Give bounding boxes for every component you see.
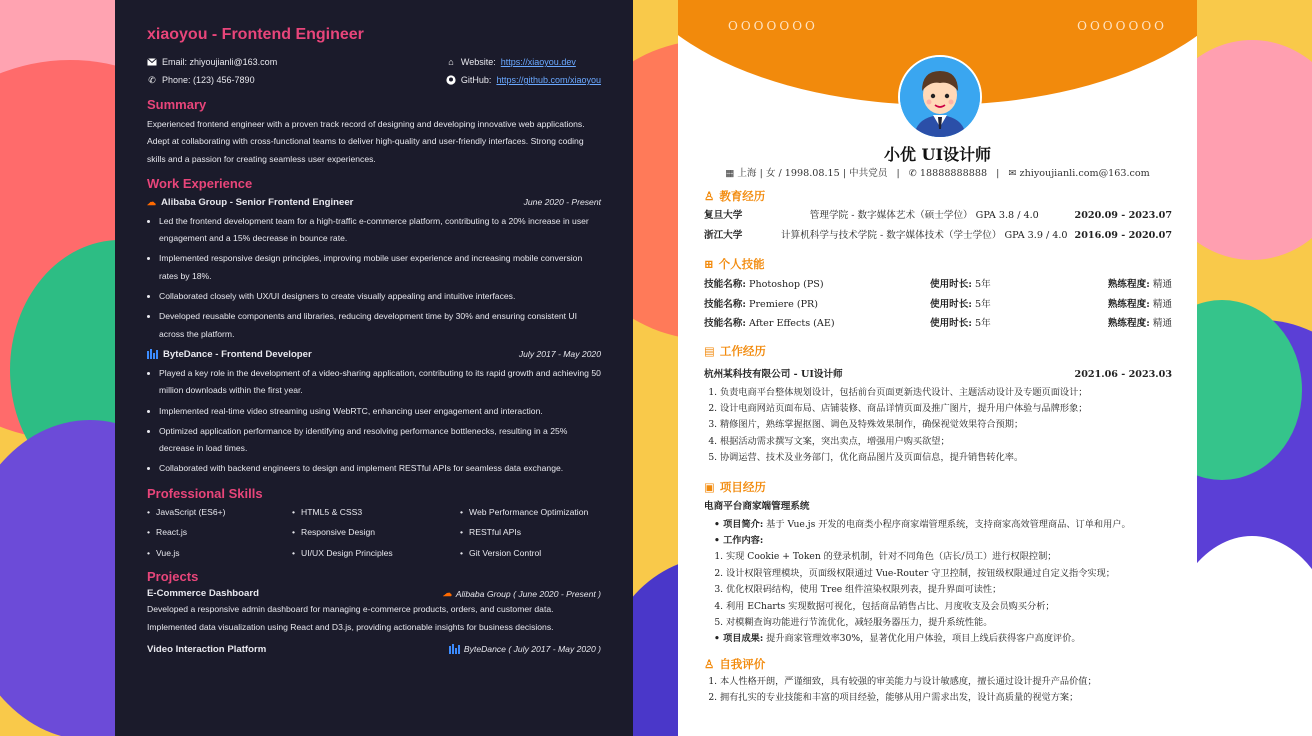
list-item: • Led the frontend development team for a high-traffic e-commerce platform, contributing to a 20% increase in user engagement and a 15% decrease in bounce rate.: [159, 213, 601, 248]
list-item: 5. 对模糊查询功能进行节流优化，减轻服务器压力，提升系统性能。: [726, 615, 1172, 631]
edu-major: 管理学院 - 数字媒体艺术（硕士学位） GPA 3.8 / 4.0: [809, 210, 1039, 221]
job-header: [147, 349, 601, 360]
project-content-label: 工作内容:: [723, 534, 764, 546]
section-skills: [704, 256, 1172, 334]
skill-row: [704, 275, 1172, 295]
section-education: [704, 188, 1172, 245]
section-title: 自我评价: [719, 657, 766, 671]
project-desc: Developed a responsive admin dashboard for managing e-commerce products, orders, and customer data. Implemented data visualization using React and D3.js, providing actionable insights for business decisions.: [147, 604, 554, 632]
skill-item: • JavaScript (ES6+): [147, 505, 292, 521]
skill-row: [704, 314, 1172, 334]
section-header: [704, 256, 1172, 272]
skill-row: [704, 295, 1172, 315]
skill-item: • Git Version Control: [460, 546, 601, 562]
list-item: [714, 533, 1172, 549]
folder-icon: ▣: [704, 480, 715, 494]
home-icon: ⌂: [448, 57, 454, 67]
list-item: 2. 设计电商网站页面布局、店铺装修、商品详情页面及推广图片，提升用户体验与品牌形象；: [720, 401, 1172, 417]
list-item: 4. 利用 ECharts 实现数据可视化，包括商品销售占比、月度收支及会员购买分析；: [726, 599, 1172, 615]
project-org-text: Alibaba Group ( June 2020 - Present ): [455, 588, 601, 599]
project-title: E-Commerce Dashboard: [147, 588, 259, 600]
job-bullets: [147, 213, 601, 343]
section-self-evaluation: [704, 656, 1172, 707]
contact-block: [147, 53, 601, 89]
skill-item: • Responsive Design: [292, 525, 460, 541]
edu-major: 计算机科学与技术学院 - 数字媒体技术（学士学位） GPA 3.9 / 4.0: [781, 229, 1068, 241]
building-icon: ▦: [725, 168, 735, 179]
phone-icon: ✆: [148, 75, 156, 85]
skill-name: Photoshop (PS): [748, 279, 824, 290]
list-item: • Played a key role in the development of a video-sharing application, contributing to its rapid growth and achieving 50 million downloads within the first year.: [159, 365, 601, 400]
contact-col-left: [147, 53, 277, 89]
info-email: zhiyoujianli.com@163.com: [1019, 168, 1150, 179]
skill-level: 精通: [1152, 279, 1172, 290]
section-title: 教育经历: [719, 189, 766, 203]
github-icon: [446, 75, 456, 85]
person-icon: ♙: [704, 657, 715, 671]
contact-email: [147, 53, 277, 71]
resume-name: 小优 UI设计师: [883, 145, 991, 164]
section-title: 项目经历: [719, 480, 766, 494]
work-company: 杭州某科技有限公司 - UI设计师: [704, 369, 843, 380]
section-header: [704, 656, 1172, 672]
mail-icon: [147, 57, 157, 67]
list-item: • Optimized application performance by identifying and resolving performance bottlenecks, resulting in a 25% decrease in load times.: [159, 423, 601, 458]
github-link[interactable]: https://github.com/xiaoyou: [496, 75, 601, 85]
skill-time-label: 使用时长:: [930, 318, 972, 329]
list-item: 1. 实现 Cookie + Token 的登录机制，针对不同角色（店长/员工）进行权限控制；: [726, 549, 1172, 565]
skill-name-label: 技能名称:: [704, 318, 746, 329]
skill-name-label: 技能名称:: [704, 279, 746, 290]
list-item: • Implemented responsive design principles, improving mobile user experience and increasing mobile conversion rates by 18%.: [159, 250, 601, 285]
skill-level: 精通: [1152, 318, 1172, 329]
skill-name-label: 技能名称:: [704, 298, 746, 310]
section-work: [704, 343, 1172, 467]
bytedance-logo-icon: [147, 349, 158, 359]
job-header: [147, 197, 601, 208]
project-org: [449, 644, 601, 654]
list-item: 3. 优化权限码结构，使用 Tree 组件渲染权限列表，提升界面可读性；: [726, 582, 1172, 598]
avatar: [898, 55, 982, 139]
list-item: 1. 本人性格开朗，严谨细致，具有较强的审美能力与设计敏感度，擅长通过设计提升产品价值；: [720, 674, 1172, 690]
project-items: [704, 549, 1172, 631]
alibaba-logo-icon: ☁: [147, 196, 156, 207]
person-icon: ♙: [704, 189, 715, 203]
edu-date: 2016.09 - 2020.07: [1074, 229, 1172, 241]
skill-time-label: 使用时长:: [930, 298, 972, 310]
phone-text: Phone: (123) 456-7890: [162, 75, 255, 85]
section-title-work: Work Experience: [147, 175, 253, 191]
bytedance-logo-icon: [449, 644, 460, 654]
resume-name: xiaoyou - Frontend Engineer: [147, 26, 364, 43]
self-items: [704, 674, 1172, 707]
website-link[interactable]: https://xiaoyou.dev: [500, 57, 576, 67]
skill-level-label: 熟练程度:: [1107, 298, 1150, 310]
list-item: 2. 设计权限管理模块，页面级权限通过 Vue-Router 守卫控制，按钮级权限通过自定义指令实现；: [726, 566, 1172, 582]
alibaba-logo-icon: ☁: [442, 588, 452, 599]
skill-time-label: 使用时长:: [930, 279, 972, 290]
summary-text: Experienced frontend engineer with a proven track record of designing and developing innovative web applications. Adept at collaborating with cross-functional teams to deliver high-quality and user-friendly interfaces. Strong coding skills and a passion for creating seamless user experiences.: [147, 119, 585, 164]
job-title: [147, 197, 353, 208]
project-header: [147, 644, 601, 655]
section-header: [704, 188, 1172, 204]
project-result: [704, 631, 1172, 647]
personal-info: [678, 165, 1197, 179]
job-bullets: [147, 365, 601, 478]
skill-item: • UI/UX Design Principles: [292, 546, 460, 562]
edu-school: 复旦大学: [704, 210, 743, 221]
skill-item: • RESTful APIs: [460, 525, 601, 541]
list-item: 5. 协调运营、技术及业务部门，优化商品图片及页面信息，提升销售转化率。: [720, 450, 1172, 466]
job-title-text: ByteDance - Frontend Developer: [163, 348, 312, 360]
document-icon: ▤: [704, 344, 715, 358]
edu-row: [704, 206, 1172, 226]
mail-icon: ✉: [1008, 168, 1017, 179]
project-intro-label: 项目简介:: [723, 518, 764, 530]
email-text: Email: zhiyoujianli@163.com: [162, 57, 278, 67]
skill-name: After Effects (AE): [748, 318, 835, 329]
skill-level: 精通: [1152, 298, 1172, 310]
contact-github: [446, 71, 601, 89]
grid-icon: ⊞: [704, 257, 714, 271]
project-header: [147, 588, 601, 599]
list-item: 2. 拥有扎实的专业技能和丰富的项目经验，能够从用户需求出发，设计高质量的视觉方案；: [720, 690, 1172, 706]
list-item: • Developed reusable components and libraries, reducing development time by 30% and ensuring consistent UI across the platform.: [159, 308, 601, 343]
job-title: [147, 349, 312, 360]
job-date: July 2017 - May 2020: [518, 349, 601, 360]
skill-time: 5年: [974, 279, 991, 290]
skill-item: • HTML5 & CSS3: [292, 505, 460, 521]
edu-school: 浙江大学: [704, 229, 743, 241]
info-location: 上海 | 女 / 1998.08.15 | 中共党员: [737, 168, 888, 179]
section-header: [704, 479, 1172, 495]
website-label: Website:: [460, 57, 496, 67]
section-header: [704, 343, 1172, 359]
skill-item: • Web Performance Optimization: [460, 505, 601, 521]
separator: |: [896, 168, 900, 179]
list-item: 3. 精修图片，熟练掌握抠图、调色及特殊效果制作，确保视觉效果符合预期；: [720, 417, 1172, 433]
project-name: 电商平台商家端管理系统: [704, 501, 810, 512]
contact-website: [446, 53, 601, 71]
list-item: [714, 517, 1172, 533]
project-result-text: 提升商家管理效率30%，显著优化用户体验，项目上线后获得客户高度评价。: [766, 633, 1081, 645]
skill-item: • Vue.js: [147, 546, 292, 562]
skill-item: • React.js: [147, 525, 292, 541]
skill-level-label: 熟练程度:: [1107, 279, 1150, 290]
edu-row: [704, 226, 1172, 246]
work-date: 2021.06 - 2023.03: [1074, 369, 1172, 380]
list-item: [714, 631, 1172, 647]
list-item: • Collaborated with backend engineers to design and implement RESTful APIs for seamless data exchange.: [159, 460, 601, 477]
skills-grid: [147, 505, 601, 562]
github-label: GitHub:: [460, 75, 492, 85]
project-intro: 基于 Vue.js 开发的电商类小程序商家端管理系统，支持商家高效管理商品、订单和用户。: [766, 518, 1131, 530]
project-title: Video Interaction Platform: [147, 643, 267, 655]
edu-date: 2020.09 - 2023.07: [1074, 210, 1172, 221]
work-items: [704, 385, 1172, 467]
section-title-summary: Summary: [147, 97, 207, 112]
job-title-text: Alibaba Group - Senior Frontend Engineer: [161, 196, 354, 208]
project-result-label: 项目成果:: [723, 633, 764, 645]
skill-level-label: 熟练程度:: [1107, 318, 1150, 329]
resume-left-dark: [115, 0, 633, 736]
project-org-text: ByteDance ( July 2017 - May 2020 ): [463, 644, 601, 655]
section-title-projects: Projects: [147, 569, 199, 585]
list-item: • Collaborated closely with UX/UI designers to create visually appealing and intuitive interfaces.: [159, 288, 601, 305]
skill-time: 5年: [974, 298, 991, 310]
decor-dots: OOOOOOO: [728, 19, 818, 33]
decor-dots: OOOOOOO: [1077, 19, 1167, 33]
resume-right-light: [678, 0, 1197, 736]
section-title-skills: Professional Skills: [147, 485, 263, 501]
project-org: [443, 588, 601, 599]
list-item: 4. 根据活动需求撰写文案，突出卖点，增强用户购买欲望；: [720, 434, 1172, 450]
info-phone: 18888888888: [919, 168, 988, 179]
contact-col-right: [446, 53, 601, 89]
separator: |: [996, 168, 1000, 179]
list-item: 1. 负责电商平台整体规划设计，包括前台页面更新迭代设计、主题活动设计及专题页面设计；: [720, 385, 1172, 401]
skill-name: Premiere (PR): [748, 298, 819, 310]
section-project: [704, 479, 1172, 648]
job-date: June 2020 - Present: [523, 197, 601, 208]
project-details: [704, 517, 1172, 550]
skill-time: 5年: [974, 318, 991, 329]
contact-phone: [147, 71, 277, 89]
section-title: 个人技能: [718, 257, 765, 271]
phone-icon: ✆: [908, 168, 917, 179]
work-header: [704, 365, 1172, 385]
section-title: 工作经历: [719, 344, 766, 358]
list-item: • Implemented real-time video streaming using WebRTC, enhancing user engagement and interaction.: [159, 403, 601, 420]
